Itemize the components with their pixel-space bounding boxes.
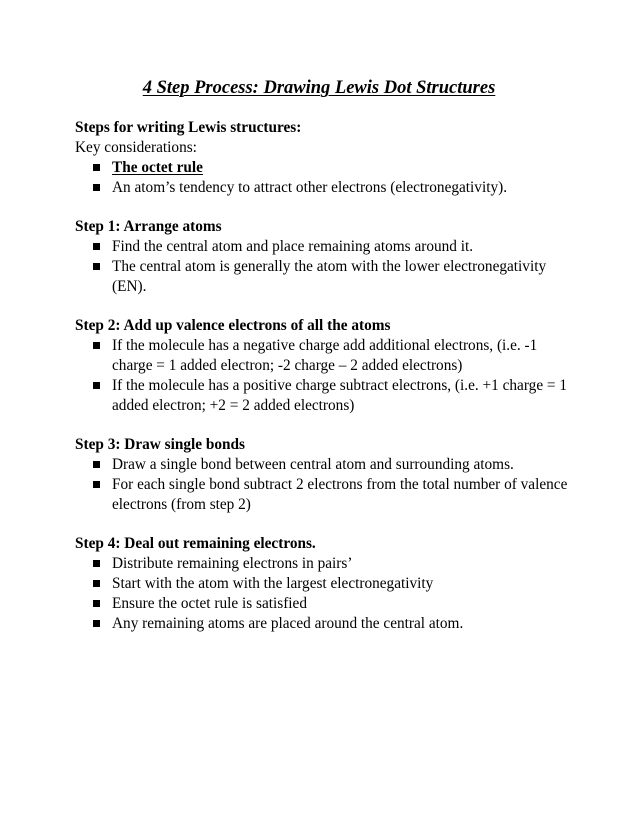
square-bullet-icon — [93, 382, 100, 389]
step-bullet-list — [75, 455, 575, 515]
step-2-section — [75, 316, 575, 416]
square-bullet-icon — [93, 184, 100, 191]
square-bullet-icon — [93, 481, 100, 488]
list-item — [75, 594, 575, 614]
intro-heading: Steps for writing Lewis structures: — [75, 119, 302, 136]
step-bullet-list — [75, 336, 575, 416]
document-body — [75, 118, 575, 634]
step-heading: Step 3: Draw single bonds — [75, 436, 245, 453]
step-bullet-list — [75, 237, 575, 297]
intro-subheading: Key considerations: — [75, 139, 197, 156]
page-title: 4 Step Process: Drawing Lewis Dot Structures — [142, 78, 496, 98]
bullet-text: Distribute remaining electrons in pairs’ — [112, 555, 353, 572]
list-item — [75, 178, 575, 198]
bullet-text: Start with the atom with the largest electronegativity — [112, 575, 434, 592]
square-bullet-icon — [93, 461, 100, 468]
step-1-section — [75, 217, 575, 297]
square-bullet-icon — [93, 580, 100, 587]
square-bullet-icon — [93, 243, 100, 250]
square-bullet-icon — [93, 620, 100, 627]
list-item — [75, 574, 575, 594]
step-3-section — [75, 435, 575, 515]
square-bullet-icon — [93, 342, 100, 349]
square-bullet-icon — [93, 560, 100, 567]
list-item — [75, 336, 575, 376]
step-bullet-list — [75, 554, 575, 634]
step-heading: Step 1: Arrange atoms — [75, 218, 222, 235]
list-item — [75, 376, 575, 416]
square-bullet-icon — [93, 263, 100, 270]
bullet-text: Find the central atom and place remaining atoms around it. — [112, 238, 474, 255]
bullet-text: Ensure the octet rule is satisfied — [112, 595, 307, 612]
list-item — [75, 614, 575, 634]
bullet-text: If the molecule has a negative charge add additional electrons, (i.e. -1 charge = 1 added electron; -2 charge – 2 added electrons) — [112, 337, 538, 374]
bullet-text: Any remaining atoms are placed around the central atom. — [112, 615, 464, 632]
list-item — [75, 257, 575, 297]
bullet-text: Draw a single bond between central atom and surrounding atoms. — [112, 456, 514, 473]
bullet-text: An atom’s tendency to attract other electrons (electronegativity). — [112, 179, 508, 196]
step-heading: Step 4: Deal out remaining electrons. — [75, 535, 316, 552]
square-bullet-icon — [93, 600, 100, 607]
bullet-text: The octet rule — [112, 159, 203, 176]
bullet-text: If the molecule has a positive charge subtract electrons, (i.e. +1 charge = 1 added electron; +2 = 2 added electrons) — [112, 377, 568, 414]
intro-section — [75, 118, 575, 198]
step-heading: Step 2: Add up valence electrons of all the atoms — [75, 317, 391, 334]
list-item — [75, 237, 575, 257]
intro-bullet-list — [75, 158, 575, 198]
list-item — [75, 475, 575, 515]
list-item — [75, 158, 575, 178]
list-item — [75, 554, 575, 574]
step-4-section — [75, 534, 575, 634]
bullet-text: For each single bond subtract 2 electrons from the total number of valence electrons (from step 2) — [112, 476, 568, 513]
square-bullet-icon — [93, 164, 100, 171]
list-item — [75, 455, 575, 475]
bullet-text: The central atom is generally the atom with the lower electronegativity (EN). — [112, 258, 547, 295]
